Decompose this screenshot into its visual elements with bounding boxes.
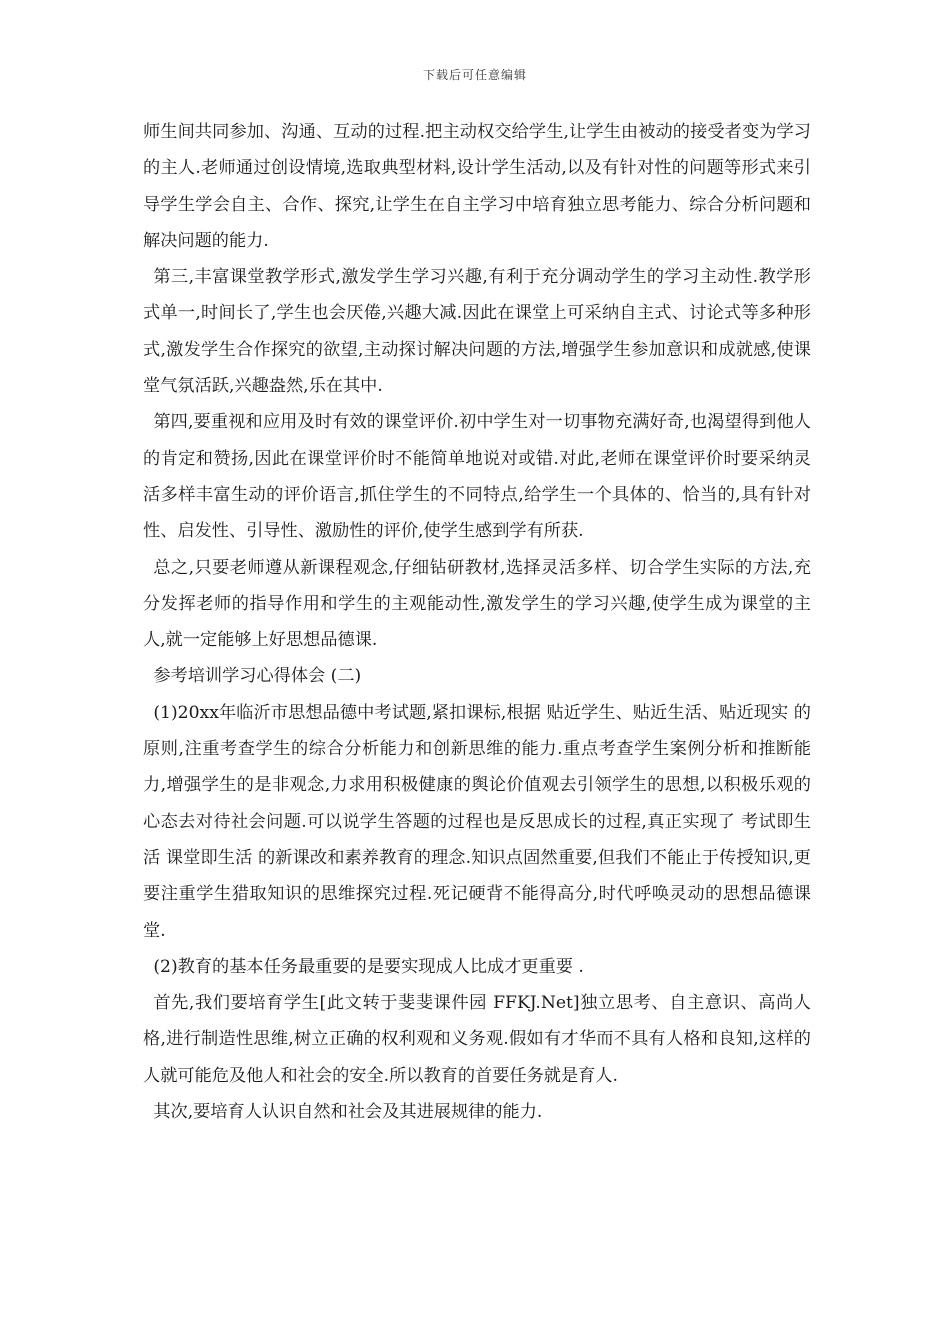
document-body bbox=[143, 114, 811, 1130]
section-heading: 参考培训学习心得体会 (二) bbox=[153, 666, 362, 687]
paragraph: 其次,要培育人认识自然和社会及其进展规律的能力. bbox=[153, 1102, 543, 1123]
paragraph: 第四,要重视和应用及时有效的课堂评价.初中学生对一切事物充满好奇,也渴望得到他人的肯定和赞扬,因此在课堂评价时不能简单地说对或错.对此,老师在课堂评价时要采纳灵活多样丰富生动的评价语言,抓住学生的不同特点,给学生一个具体的、恰当的,具有针对性、启发性、引导性、激励性的评价,使学生感到学有所获. bbox=[143, 412, 811, 542]
page-header: 下载后可任意编辑 bbox=[422, 68, 527, 82]
paragraph: 首先,我们要培育学生[此文转于斐斐课件园 FFKJ.Net]独立思考、自主意识、高尚人格,进行制造性思维,树立正确的权利观和义务观.假如有才华而不具有人格和良知,这样的人就可能危及他人和社会的安全.所以教育的首要任务就是育人. bbox=[143, 993, 811, 1086]
paragraph: (2)教育的基本任务最重要的是要实现成人比成才更重要 . bbox=[153, 956, 584, 977]
paragraph: (1)20xx年临沂市思想品德中考试题,紧扣课标,根据 贴近学生、贴近生活、贴近现实 的原则,注重考查学生的综合分析能力和创新思维的能力.重点考查学生案例分析和推断能力,增强学生的是非观念,力求用积极健康的舆论价值观去引领学生的思想,以积极乐观的心态去对待社会问题.可以说学生答题的过程也是反思成长的过程,真正实现了 考试即生活 课堂即生活 的新课改和素养教育的理念.知识点固然重要,但我们不能止于传授知识,更要注重学生猎取知识的思维探究过程.死记硬背不能得高分,时代呼唤灵动的思想品德课堂. bbox=[143, 702, 811, 941]
paragraph: 总之,只要老师遵从新课程观念,仔细钻研教材,选择灵活多样、切合学生实际的方法,充分发挥老师的指导作用和学生的主观能动性,激发学生的学习兴趣,使学生成为课堂的主人,就一定能够上好思想品德课. bbox=[143, 557, 811, 651]
paragraph: 第三,丰富课堂教学形式,激发学生学习兴趣,有利于充分调动学生的学习主动性.教学形式单一,时间长了,学生也会厌倦,兴趣大减.因此在课堂上可采纳自主式、讨论式等多种形式,激发学生合作探究的欲望,主动探讨解决问题的方法,增强学生参加意识和成就感,使课堂气氛活跃,兴趣盎然,乐在其中. bbox=[143, 267, 811, 397]
paragraph: 师生间共同参加、沟通、互动的过程.把主动权交给学生,让学生由被动的接受者变为学习的主人.老师通过创设情境,选取典型材料,设计学生活动,以及有针对性的问题等形式来引导学生学会自主、合作、探究,让学生在自主学习中培育独立思考能力、综合分析问题和解决问题的能力. bbox=[143, 122, 811, 251]
